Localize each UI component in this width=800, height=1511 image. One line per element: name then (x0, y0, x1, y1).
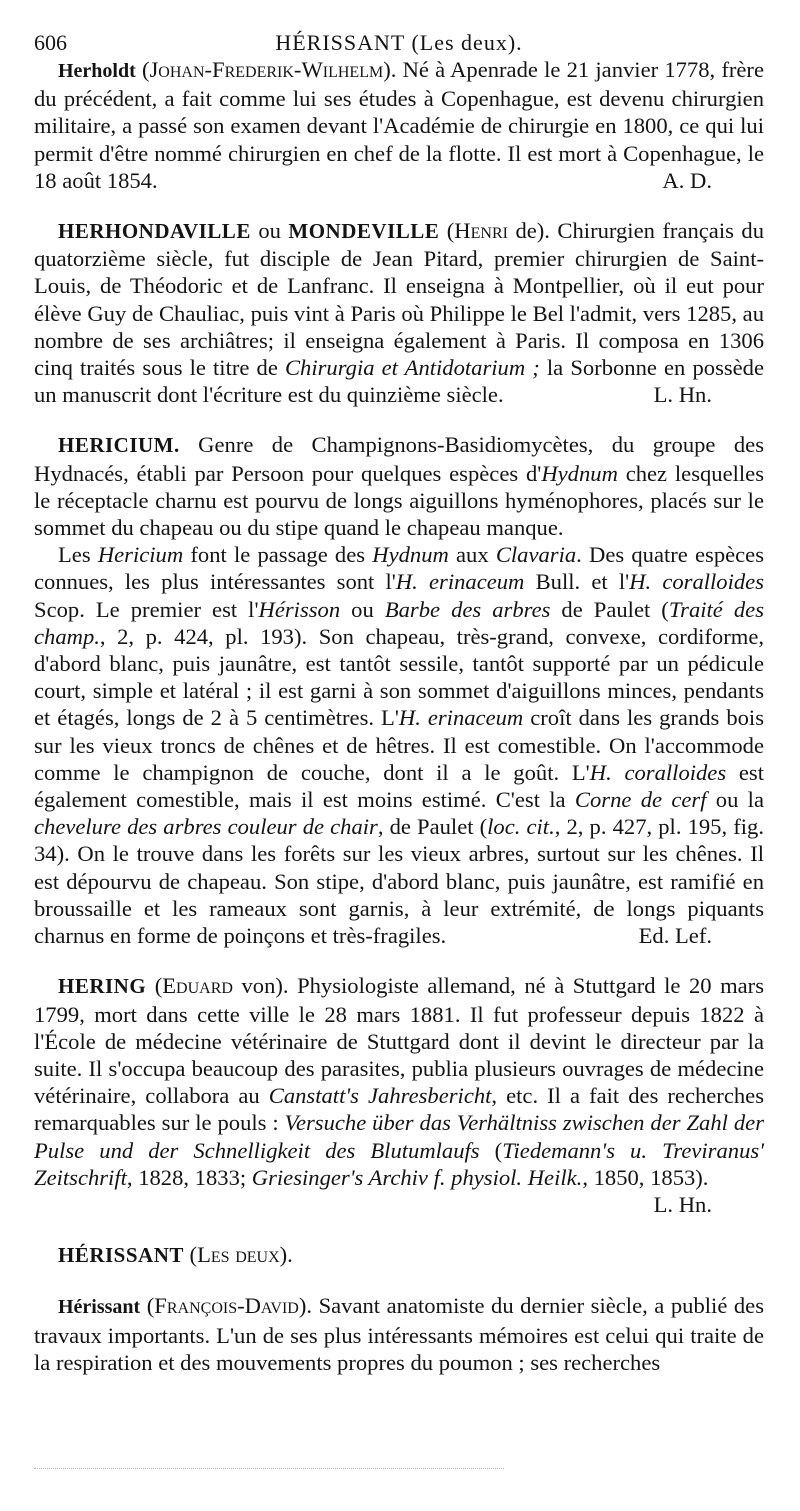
italic-text: Hérisson (258, 596, 341, 622)
italic-text: loc. cit. (487, 814, 555, 840)
text-run: ). Savant anatomiste du dernier siècle, a publié des travaux importants. L'un de ses plus intéressants mémoires est celui qui traite de la respiration et des mouvements propres du poumon ; ses recherches (34, 1293, 764, 1375)
text-run: ). (279, 1242, 293, 1268)
entry-herholdt (34, 56, 764, 194)
italic-text: Canstatt's Jahresbericht (268, 1083, 492, 1109)
italic-text: Barbe des arbres (384, 596, 551, 622)
text-run: Les (58, 542, 98, 568)
italic-text: H. coralloides (589, 759, 727, 785)
text-run: , de Paulet ( (377, 814, 488, 840)
small-caps-text: Johan-Frederik-Wilhelm (149, 57, 384, 82)
text-run: , 1828, 1833; (126, 1164, 252, 1190)
entry-headword: Hérissant (58, 1296, 141, 1319)
italic-text: Hydnum (372, 542, 449, 568)
text-run: ou (340, 596, 385, 622)
text-run: Genre de Champignons-Basidiomycètes, du groupe des Hydnacés, établi par Persoon pour quelques espèces d' (34, 432, 764, 486)
text-run: ( (146, 973, 163, 999)
text-run: , 2, p. 424, pl. 193). Son chapeau, très-grand, convexe, cordiforme, d'abord blanc, puis jaunâtre, est tantôt sessile, tantôt supporté par un pédicule court, simple et latéral ; il est garni à son sommet d'aiguillons minces, pendants et étagés, longs de 2 à 5 centimètres. L' (34, 623, 764, 731)
italic-text: Griesinger's Archiv f. physiol. Heilk. (251, 1164, 583, 1190)
italic-text: Tiedemann's u. Treviranus' Zeitschrift (34, 1137, 764, 1190)
italic-text: Traité des champ. (34, 596, 764, 649)
text-run: ). Né à Apenrade le 21 janvier 1778, frère du précédent, a fait comme lui ses études à Copenhague, est devenu chirurgien militaire, a passé son examen devant l'Académie de chirurgie en 1800, ce qui lui permit d'être nommé chirurgien en chef de la flotte. Il est mort à Copenhague, le 18 août 1854. (34, 57, 764, 193)
headword-join: ou (250, 218, 289, 244)
text-run: . Des quatre espèces connues, les plus intéressantes sont l' (34, 542, 764, 595)
italic-text: Hericium (97, 542, 184, 568)
text-run: ou la (706, 787, 764, 813)
entry-headword: HERING (58, 974, 147, 999)
entry-body (184, 1242, 293, 1267)
entry-headword-alt: MONDEVILLE (288, 219, 440, 244)
author-signature: A. D. (662, 167, 712, 193)
small-caps-text: François-David (154, 1293, 299, 1319)
entry-headword: HERHONDAVILLE (58, 219, 251, 244)
text-run: ( (439, 218, 455, 244)
text-run: Scop. Le premier est l' (34, 596, 259, 622)
text-run: ( (479, 1137, 503, 1163)
entry-body (34, 218, 764, 407)
text-run: aux (448, 542, 496, 568)
small-caps-text: Les deux (197, 1242, 280, 1268)
author-signature: Ed. Lef. (638, 923, 712, 949)
entry-hering (34, 972, 764, 1218)
dictionary-page (34, 0, 764, 1376)
text-run: Bull. et l' (524, 569, 630, 595)
entry-body-paragraph-2 (34, 542, 764, 948)
text-run: croît dans les grands bois sur les vieux troncs de chênes et de hêtres. Il est comestible. On l'accommode comme le champignon de couche, dont il a le goût. L' (34, 705, 765, 785)
small-caps-text: Henri (454, 218, 508, 244)
running-title: HÉRISSANT (Les deux). (275, 30, 523, 55)
text-run: ( (183, 1242, 198, 1268)
italic-text: H. erinaceum (395, 569, 525, 595)
text-run: , 2, p. 427, pl. 195, fig. 34). On le trouve dans les forêts sur les vieux arbres, surtout sur les chênes. Il est dépourvu de chapeau. Son stipe, d'abord blanc, puis jaunâtre, est ramifié en broussaille et les rameaux sont garnis, à leur extrémité, de longs piquants charnus en forme de poinçons et très-fragiles. (34, 814, 764, 949)
small-caps-text: Eduard (162, 973, 233, 999)
text-run: la Sorbonne en possède un manuscrit dont l'écriture est du quinzième siècle. (34, 355, 765, 408)
text-run: chez lesquelles le réceptacle charnu est pourvu de longs aiguillons hyménophores, placés sur le sommet du chapeau ou du stipe quand le chapeau manque. (34, 460, 764, 541)
author-signature: L. Hn. (653, 1191, 712, 1217)
entry-headword: HERICIUM. (58, 433, 180, 458)
page-number: 606 (34, 30, 67, 55)
text-run: ( (135, 57, 150, 82)
author-signature: L. Hn. (653, 382, 712, 408)
italic-text: H. erinaceum (398, 705, 524, 731)
bottom-rule (34, 1468, 504, 1469)
text-run: ( (140, 1293, 155, 1319)
italic-text: Chirurgia et Antidotarium ; (284, 355, 540, 381)
text-run: , 1850, 1853). (582, 1164, 709, 1190)
text-run: de). Chirurgien français du quatorzième siècle, fut disciple de Jean Pitard, premier chirurgien de Saint-Louis, de Théodoric et de Lanfranc. Il enseigna à Montpellier, où il eut pour élève Guy de Chauliac, puis vint à Paris où Philippe le Bel l'admit, vers 1285, au nombre de ses archiâtres; il enseigna également à Paris. Il composa en 1306 cinq traités sous le titre de (34, 218, 764, 381)
italic-text: Clavaria (495, 542, 577, 568)
italic-text: Corne de cerf (574, 787, 707, 813)
running-head (34, 0, 764, 56)
text-run: est également comestible, mais il est moins estimé. C'est la (34, 759, 764, 813)
entry-herhondaville (34, 217, 764, 408)
entry-headword: HÉRISSANT (58, 1243, 184, 1268)
entry-herissant-group (34, 1241, 764, 1269)
text-run: de Paulet ( (550, 596, 669, 622)
italic-text: chevelure des arbres couleur de chair (34, 814, 378, 840)
text-run: , etc. Il a fait des recherches remarquables sur le pouls : (34, 1083, 764, 1136)
italic-text: H. coralloides (629, 569, 765, 595)
entry-body (34, 973, 764, 1189)
italic-text: Versuche über das Verhältniss zwischen der Zahl der Pulse und der Schnelligkeit des Blutumlaufs (34, 1110, 764, 1163)
entry-headword: Herholdt (58, 60, 136, 82)
text-run: font le passage des (183, 542, 373, 568)
text-run: von). Physiologiste allemand, né à Stuttgard le 20 mars 1799, mort dans cette ville le 28 mars 1881. Il fut professeur depuis 1822 à l'École de médecine vétérinaire de Stuttgard dont il devint le directeur par la suite. Il s'occupa beaucoup des parasites, publia plusieurs ouvrages de médecine vétérinaire, collabora au (34, 973, 764, 1109)
entry-body (34, 1293, 764, 1374)
italic-text: Hydnum (541, 460, 618, 486)
entry-herissant-francois-david (34, 1292, 764, 1376)
entry-hericium (34, 431, 764, 949)
